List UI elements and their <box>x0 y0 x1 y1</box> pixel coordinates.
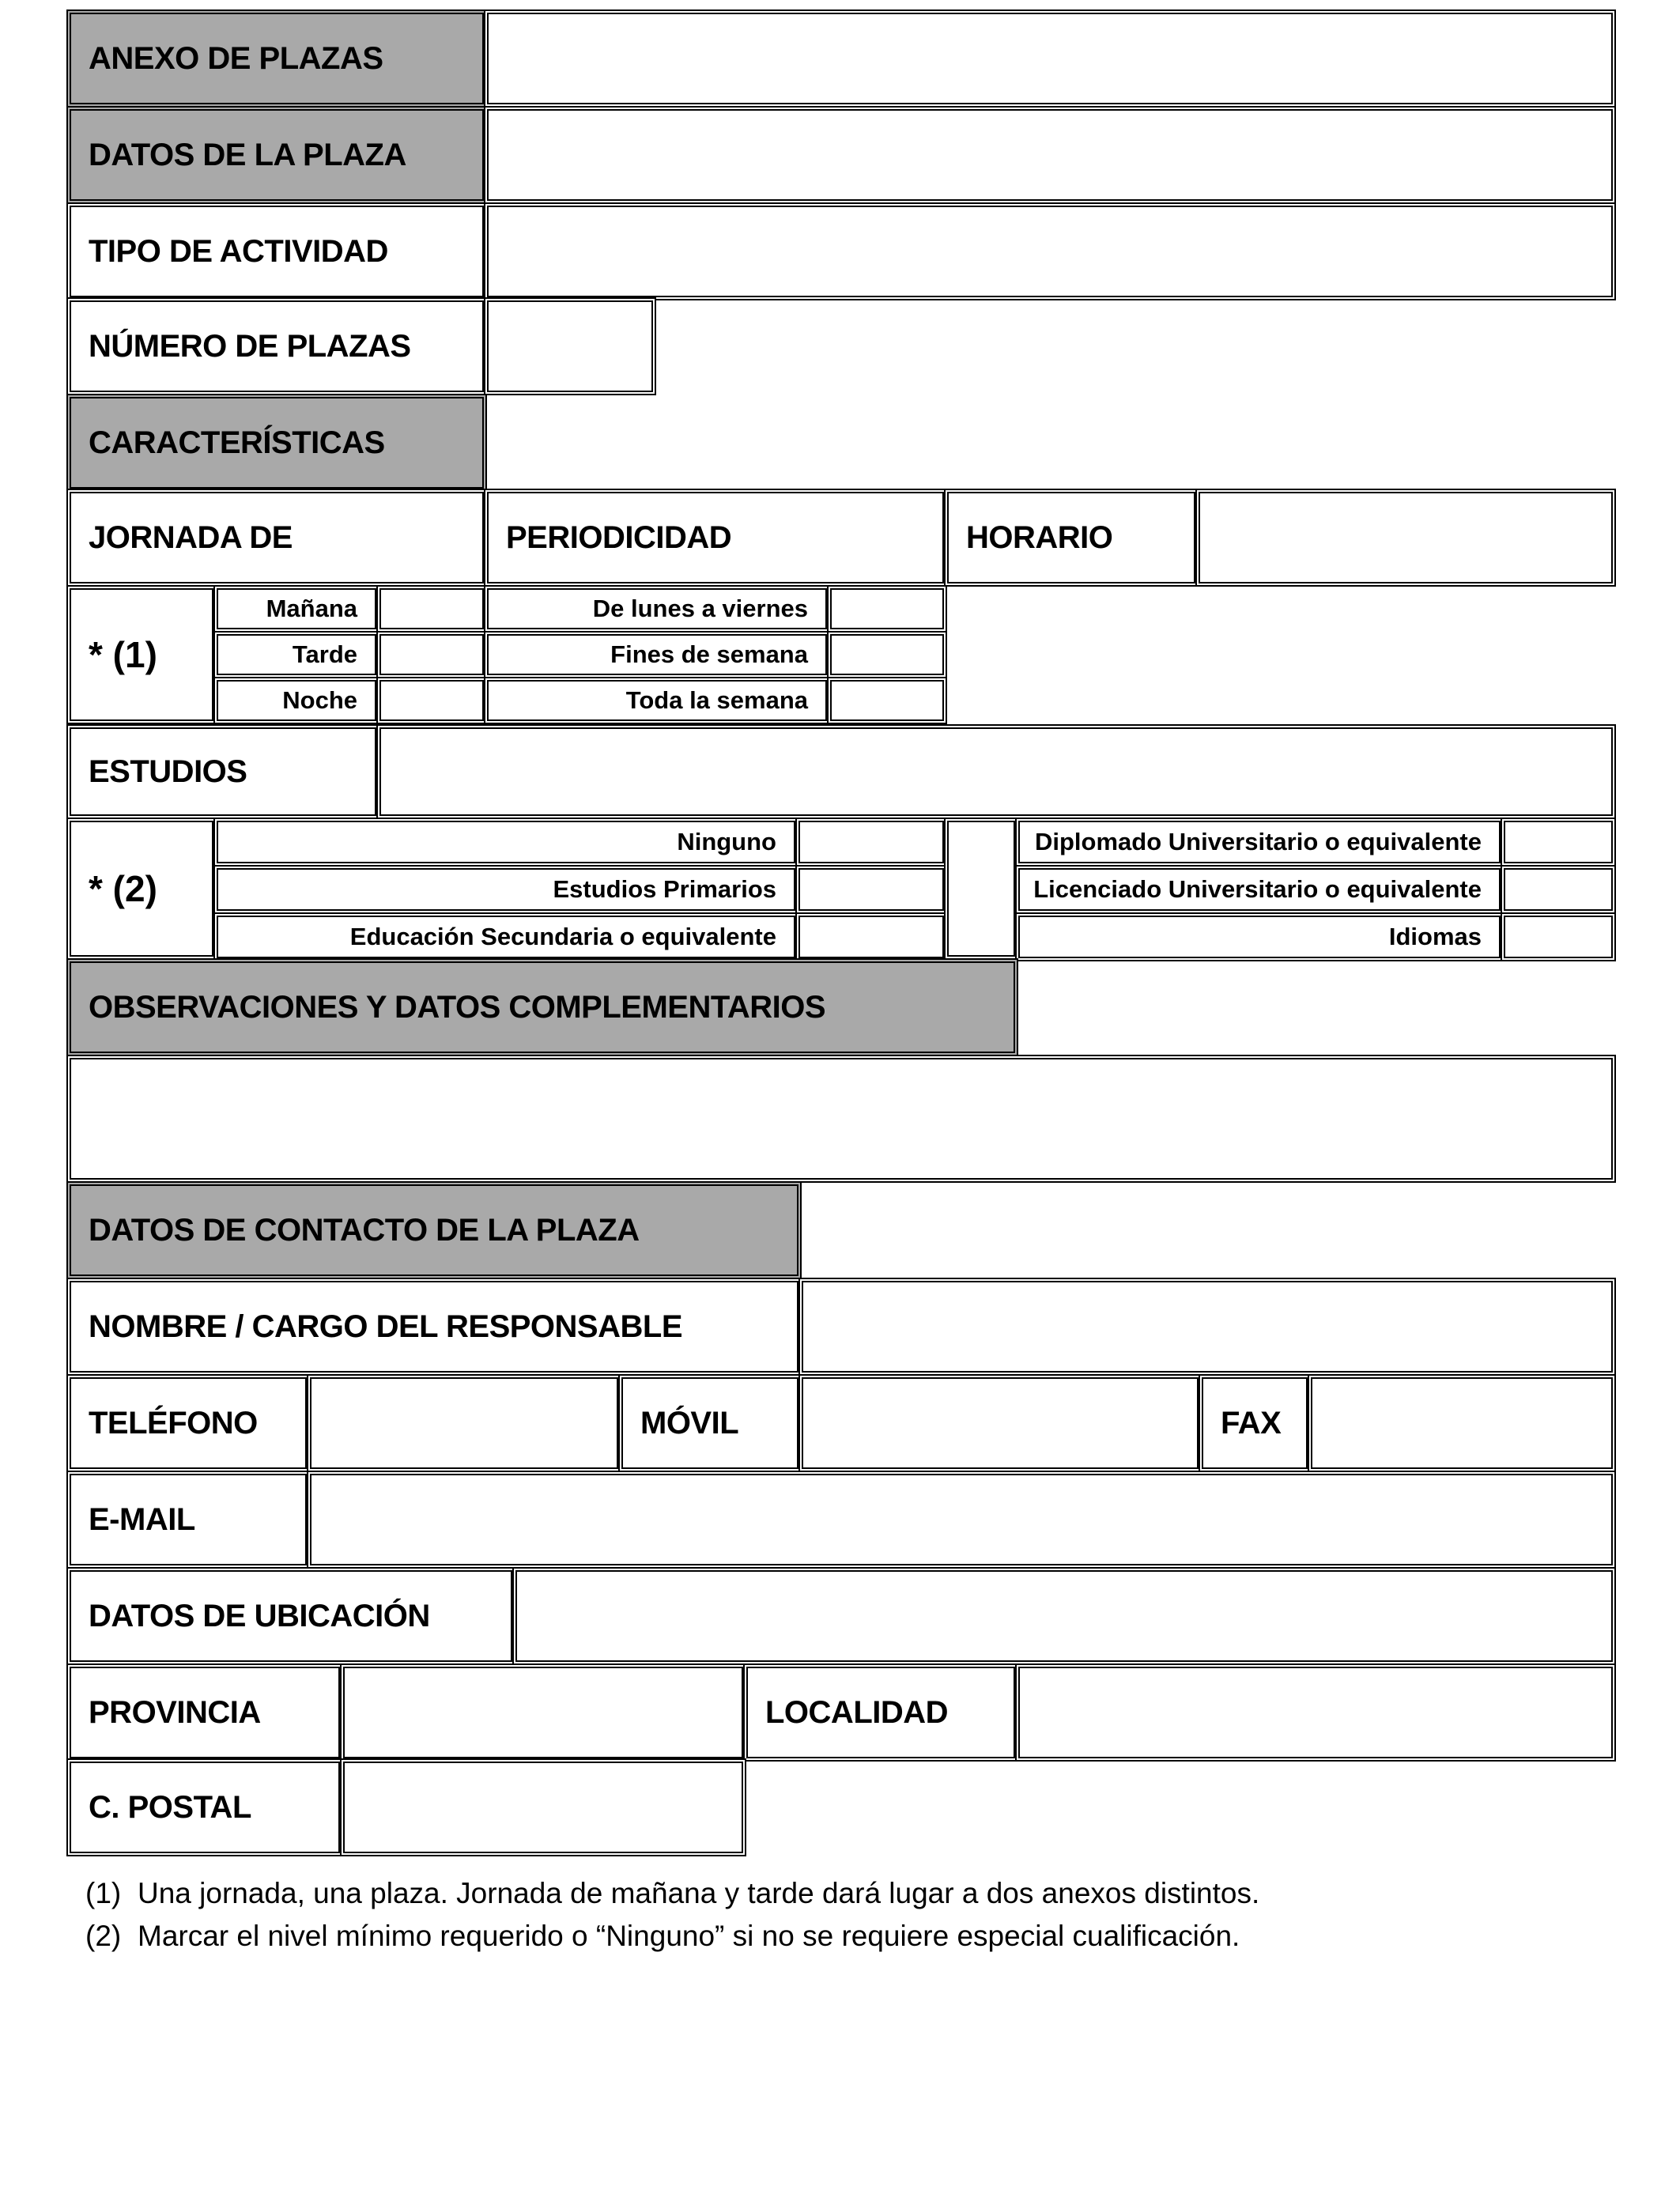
jornada-option-noche <box>213 677 379 724</box>
jornada-option-manana <box>213 585 379 633</box>
datos-plaza-label: DATOS DE LA PLAZA <box>89 137 406 172</box>
estudios-option-label: Licenciado Universitario o equivalente <box>1033 875 1482 903</box>
periodicidad-option-toda-semana <box>484 677 830 724</box>
email-cell <box>66 1471 310 1569</box>
footnote-number: (1) <box>85 1877 122 1909</box>
periodicidad-option-fines-semana <box>484 631 830 678</box>
periodicidad-checkbox-toda-semana[interactable] <box>827 677 947 724</box>
contacto-header <box>66 1181 802 1279</box>
responsable-field[interactable] <box>798 1278 1616 1376</box>
datos-plaza-field[interactable] <box>484 106 1616 204</box>
jornada-option-label: Mañana <box>266 595 357 622</box>
anexo-field[interactable] <box>484 9 1616 108</box>
note2-marker: * (2) <box>89 868 157 909</box>
horario-label: HORARIO <box>966 519 1113 555</box>
periodicidad-option-label: De lunes a viernes <box>592 595 808 622</box>
jornada-label: JORNADA DE <box>89 519 293 555</box>
jornada-option-tarde <box>213 631 379 678</box>
jornada-option-label: Noche <box>282 686 357 714</box>
periodicidad-option-lunes-viernes <box>484 585 830 633</box>
fax-label: FAX <box>1221 1405 1282 1441</box>
footnote-number: (2) <box>85 1920 122 1952</box>
localidad-cell <box>743 1663 1018 1762</box>
observaciones-label: OBSERVACIONES Y DATOS COMPLEMENTARIOS <box>89 989 826 1025</box>
responsable-label: NOMBRE / CARGO DEL RESPONSABLE <box>89 1308 682 1344</box>
fax-field[interactable] <box>1308 1374 1616 1472</box>
estudios-option-diplomado <box>1015 818 1504 867</box>
numero-plazas-label: NÚMERO DE PLAZAS <box>89 328 411 364</box>
periodicidad-checkbox-fines-semana[interactable] <box>827 631 947 678</box>
observaciones-header <box>66 958 1018 1056</box>
estudios-option-label: Idiomas <box>1388 923 1482 950</box>
estudios-cell <box>66 724 379 819</box>
estudios-option-label: Ninguno <box>677 828 776 855</box>
jornada-cell <box>66 489 487 587</box>
footnote-text: Marcar el nivel mínimo requerido o “Ninguno” si no se requiere especial cualificación. <box>138 1920 1240 1952</box>
localidad-label: LOCALIDAD <box>765 1694 949 1730</box>
telefono-cell <box>66 1374 310 1472</box>
note1-marker: * (1) <box>89 634 157 675</box>
estudios-checkbox-primarios[interactable] <box>795 865 947 914</box>
tipo-actividad-cell <box>66 202 487 300</box>
estudios-checkbox-idiomas[interactable] <box>1501 912 1616 961</box>
estudios-option-label: Estudios Primarios <box>553 875 776 903</box>
postal-label: C. POSTAL <box>89 1789 251 1825</box>
estudios-checkbox-ninguno[interactable] <box>795 818 947 867</box>
numero-plazas-cell <box>66 297 487 395</box>
note2-marker-cell <box>66 818 217 960</box>
estudios-option-label: Diplomado Universitario o equivalente <box>1034 828 1482 855</box>
periodicidad-checkbox-lunes-viernes[interactable] <box>827 585 947 633</box>
contacto-label: DATOS DE CONTACTO DE LA PLAZA <box>89 1212 640 1248</box>
estudios-option-idiomas <box>1015 912 1504 961</box>
numero-plazas-field[interactable] <box>484 297 656 395</box>
jornada-option-label: Tarde <box>292 640 357 668</box>
localidad-field[interactable] <box>1015 1663 1616 1762</box>
movil-label: MÓVIL <box>640 1405 739 1441</box>
footnote <box>85 1915 1259 1958</box>
anexo-header <box>66 9 487 108</box>
footnote-text: Una jornada, una plaza. Jornada de mañana y tarde dará lugar a dos anexos distintos. <box>138 1877 1260 1909</box>
caracteristicas-header <box>66 394 487 492</box>
caracteristicas-label: CARACTERÍSTICAS <box>89 425 385 460</box>
estudios-checkbox-diplomado[interactable] <box>1501 818 1616 867</box>
estudios-checkbox-licenciado[interactable] <box>1501 865 1616 914</box>
anexo-label: ANEXO DE PLAZAS <box>89 40 383 76</box>
estudios-option-licenciado <box>1015 865 1504 914</box>
periodicidad-cell <box>484 489 947 587</box>
periodicidad-option-label: Toda la semana <box>625 686 808 714</box>
estudios-option-label: Educación Secundaria o equivalente <box>349 923 776 950</box>
jornada-checkbox-noche[interactable] <box>376 677 487 724</box>
jornada-checkbox-manana[interactable] <box>376 585 487 633</box>
footnotes <box>85 1872 1259 1958</box>
estudios-label: ESTUDIOS <box>89 753 247 789</box>
note1-marker-cell <box>66 585 217 724</box>
estudios-checkbox-secundaria[interactable] <box>795 912 947 961</box>
ubicacion-cell <box>66 1567 515 1665</box>
horario-cell <box>944 489 1199 587</box>
datos-plaza-header <box>66 106 487 204</box>
estudios-separator <box>944 818 1018 960</box>
estudios-option-primarios <box>213 865 798 914</box>
periodicidad-label: PERIODICIDAD <box>506 519 732 555</box>
provincia-field[interactable] <box>340 1663 746 1762</box>
provincia-cell <box>66 1663 343 1762</box>
postal-field[interactable] <box>340 1758 746 1856</box>
observaciones-field[interactable] <box>66 1055 1616 1183</box>
movil-field[interactable] <box>798 1374 1202 1472</box>
estudios-option-ninguno <box>213 818 798 867</box>
postal-cell <box>66 1758 343 1856</box>
email-label: E-MAIL <box>89 1501 195 1537</box>
estudios-field[interactable] <box>376 724 1616 819</box>
horario-field[interactable] <box>1195 489 1616 587</box>
movil-cell <box>618 1374 802 1472</box>
telefono-label: TELÉFONO <box>89 1405 258 1441</box>
fax-cell <box>1199 1374 1311 1472</box>
jornada-checkbox-tarde[interactable] <box>376 631 487 678</box>
provincia-label: PROVINCIA <box>89 1694 261 1730</box>
telefono-field[interactable] <box>307 1374 621 1472</box>
responsable-cell <box>66 1278 802 1376</box>
estudios-option-secundaria <box>213 912 798 961</box>
ubicacion-field[interactable] <box>512 1567 1616 1665</box>
ubicacion-label: DATOS DE UBICACIÓN <box>89 1598 430 1633</box>
footnote <box>85 1872 1259 1915</box>
tipo-actividad-label: TIPO DE ACTIVIDAD <box>89 233 388 269</box>
tipo-actividad-field[interactable] <box>484 202 1616 300</box>
periodicidad-option-label: Fines de semana <box>610 640 808 668</box>
email-field[interactable] <box>307 1471 1616 1569</box>
